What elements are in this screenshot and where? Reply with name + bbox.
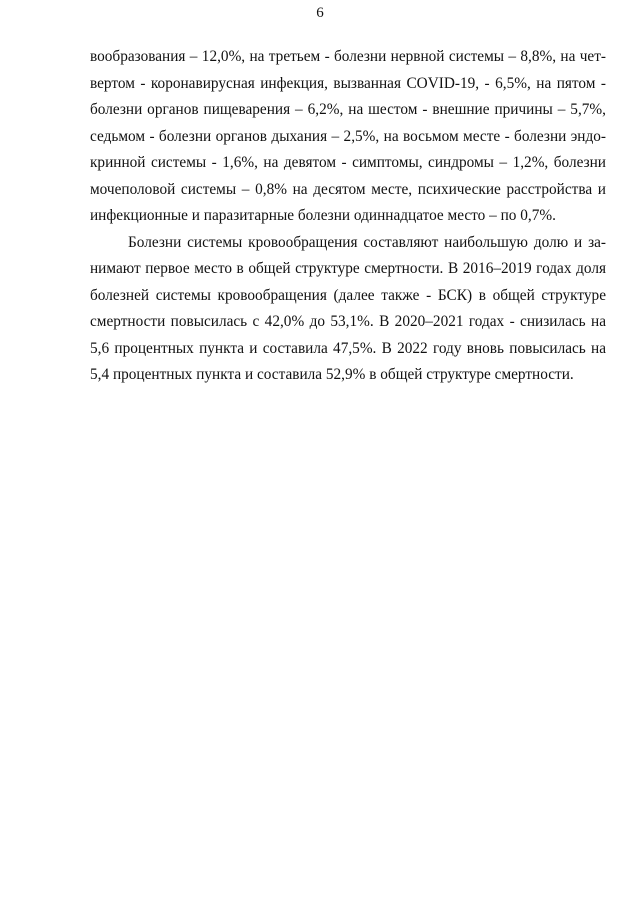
text-line: вообразования – 12,0%, на третьем - болезни нервной системы – 8,8%, на чет-: [90, 48, 606, 65]
text-line: инфекционные и паразитарные болезни одиннадцатое место – по 0,7%.: [90, 207, 556, 224]
paragraph-causes-of-death: [90, 44, 606, 230]
document-body: [90, 44, 606, 389]
text-line: 5,6 процентных пункта и составила 47,5%. В 2022 году вновь повысилась на: [90, 339, 606, 357]
text-line: Болезни системы кровообращения составляют наибольшую долю и за-: [128, 233, 606, 251]
paragraph-circulatory-diseases: [90, 230, 606, 389]
text-line: нимают первое место в общей структуре смертности. В 2016–2019 годах доля: [90, 260, 606, 277]
text-line: мочеполовой системы – 0,8% на десятом месте, психические расстройства и: [90, 180, 606, 198]
text-line: вертом - коронавирусная инфекция, вызванная COVID-19, - 6,5%, на пятом -: [90, 74, 606, 92]
text-line: болезни органов пищеварения – 6,2%, на шестом - внешние причины – 5,7%,: [90, 101, 606, 118]
text-line: седьмом - болезни органов дыхания – 2,5%, на восьмом месте - болезни эндо-: [90, 127, 606, 145]
text-line: смертности повысилась с 42,0% до 53,1%. В 2020–2021 годах - снизилась на: [90, 313, 606, 330]
page-number: 6: [316, 5, 324, 21]
text-line: кринной системы - 1,6%, на девятом - симптомы, синдромы – 1,2%, болезни: [90, 154, 606, 171]
text-line: болезней системы кровообращения (далее также - БСК) в общей структуре: [90, 286, 606, 304]
text-line: 5,4 процентных пункта и составила 52,9% в общей структуре смертности.: [90, 366, 574, 383]
